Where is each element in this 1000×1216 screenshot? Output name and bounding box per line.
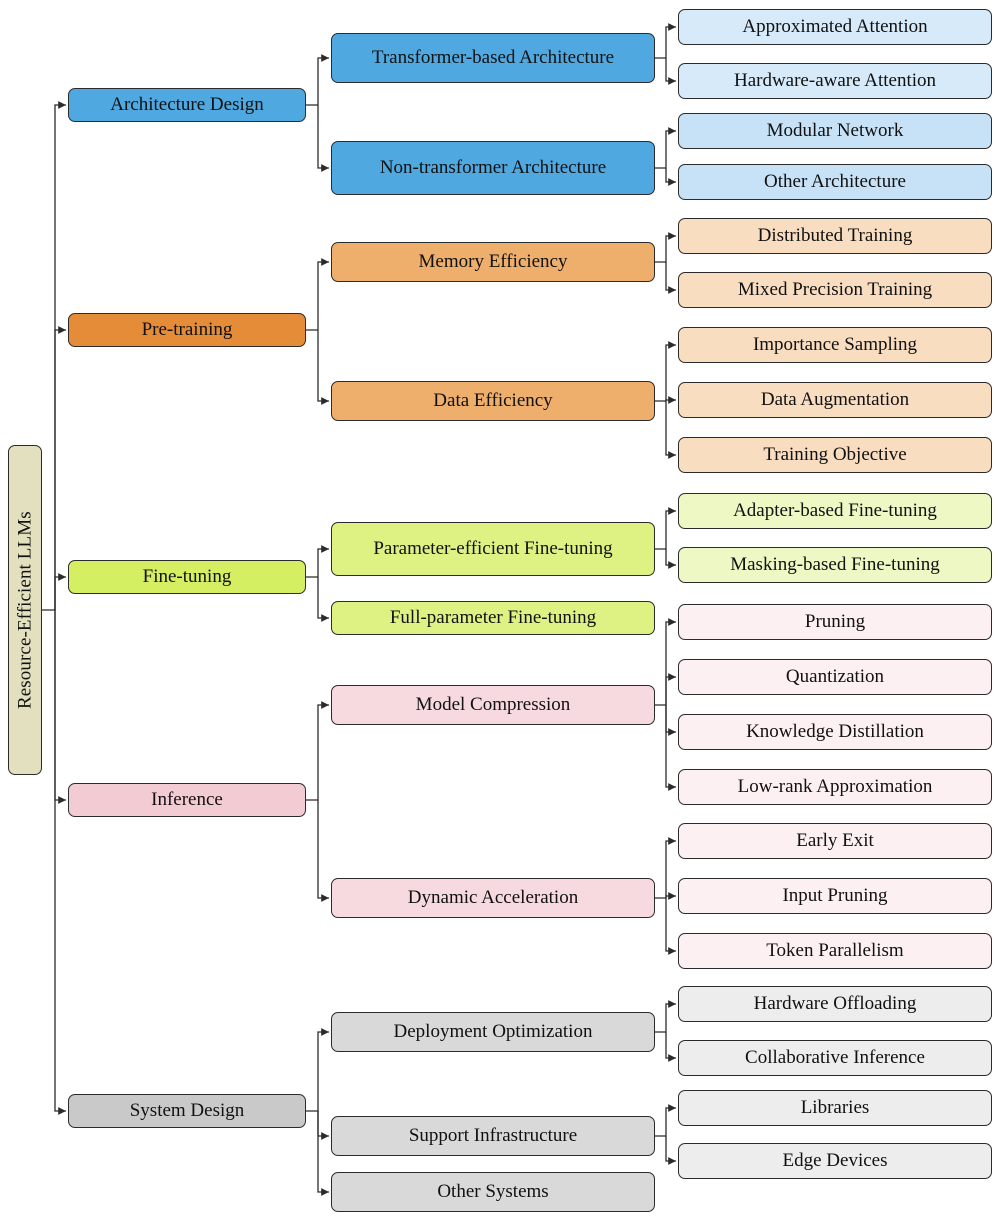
leaf-node-knowledge-distillation[interactable]: [678, 714, 992, 750]
leaf-label: Distributed Training: [757, 225, 913, 247]
category-label: Transformer-based Architecture: [371, 47, 615, 69]
leaf-label: Knowledge Distillation: [746, 721, 924, 743]
category-node-parameter-efficient-fine-tuning[interactable]: [331, 522, 655, 576]
leaf-node-quantization[interactable]: [678, 659, 992, 695]
leaf-label: Early Exit: [796, 830, 874, 852]
branch-label: Fine-tuning: [142, 566, 232, 588]
branch-label: Pre-training: [141, 319, 233, 341]
leaf-label: Token Parallelism: [766, 940, 904, 962]
leaf-node-adapter-based-fine-tuning[interactable]: [678, 493, 992, 529]
leaf-label: Low-rank Approximation: [737, 776, 933, 798]
leaf-label: Pruning: [804, 611, 866, 633]
leaf-node-low-rank-approximation[interactable]: [678, 769, 992, 805]
category-label: Non-transformer Architecture: [379, 157, 607, 179]
leaf-node-other-architecture[interactable]: [678, 164, 992, 200]
category-node-full-parameter-fine-tuning[interactable]: [331, 601, 655, 635]
category-label: Memory Efficiency: [418, 251, 568, 273]
leaf-node-edge-devices[interactable]: [678, 1143, 992, 1179]
category-node-other-systems[interactable]: [331, 1172, 655, 1212]
leaf-label: Libraries: [800, 1097, 870, 1119]
category-node-support-infrastructure[interactable]: [331, 1116, 655, 1156]
leaf-label: Adapter-based Fine-tuning: [733, 500, 937, 522]
leaf-node-libraries[interactable]: [678, 1090, 992, 1126]
category-node-deployment-optimization[interactable]: [331, 1012, 655, 1052]
leaf-node-importance-sampling[interactable]: [678, 327, 992, 363]
branch-node-inference[interactable]: [68, 783, 306, 817]
leaf-node-mixed-precision-training[interactable]: [678, 272, 992, 308]
leaf-node-input-pruning[interactable]: [678, 878, 992, 914]
leaf-node-data-augmentation[interactable]: [678, 382, 992, 418]
leaf-label: Input Pruning: [782, 885, 888, 907]
branch-node-fine-tuning[interactable]: [68, 560, 306, 594]
leaf-label: Approximated Attention: [742, 16, 928, 38]
leaf-label: Importance Sampling: [752, 334, 918, 356]
leaf-node-token-parallelism[interactable]: [678, 933, 992, 969]
leaf-label: Edge Devices: [782, 1150, 888, 1172]
category-label: Data Efficiency: [433, 390, 553, 412]
leaf-label: Other Architecture: [764, 171, 906, 193]
leaf-node-early-exit[interactable]: [678, 823, 992, 859]
category-node-model-compression[interactable]: [331, 685, 655, 725]
leaf-label: Hardware-aware Attention: [733, 70, 937, 92]
branch-label: Architecture Design: [110, 94, 264, 116]
leaf-node-distributed-training[interactable]: [678, 218, 992, 254]
leaf-node-hardware-aware-attention[interactable]: [678, 63, 992, 99]
category-label: Parameter-efficient Fine-tuning: [373, 538, 613, 560]
root-node[interactable]: [8, 445, 42, 775]
category-label: Deployment Optimization: [393, 1021, 593, 1043]
leaf-node-hardware-offloading[interactable]: [678, 986, 992, 1022]
leaf-label: Collaborative Inference: [745, 1047, 925, 1069]
root-node-label: Resource-Efficient LLMs: [14, 511, 36, 709]
category-node-dynamic-acceleration[interactable]: [331, 878, 655, 918]
leaf-node-approximated-attention[interactable]: [678, 9, 992, 45]
category-node-non-transformer-architecture[interactable]: [331, 141, 655, 195]
category-label: Dynamic Acceleration: [407, 887, 579, 909]
branch-node-pre-training[interactable]: [68, 313, 306, 347]
leaf-label: Modular Network: [766, 120, 904, 142]
leaf-node-training-objective[interactable]: [678, 437, 992, 473]
leaf-node-masking-based-fine-tuning[interactable]: [678, 547, 992, 583]
category-label: Support Infrastructure: [408, 1125, 578, 1147]
category-label: Model Compression: [415, 694, 571, 716]
leaf-node-collaborative-inference[interactable]: [678, 1040, 992, 1076]
leaf-label: Hardware Offloading: [753, 993, 917, 1015]
branch-label: Inference: [151, 789, 223, 811]
leaf-label: Training Objective: [763, 444, 907, 466]
branch-node-system-design[interactable]: [68, 1094, 306, 1128]
category-label: Other Systems: [437, 1181, 549, 1203]
branch-label: System Design: [129, 1100, 245, 1122]
leaf-label: Quantization: [785, 666, 885, 688]
leaf-label: Masking-based Fine-tuning: [730, 554, 940, 576]
category-node-memory-efficiency[interactable]: [331, 242, 655, 282]
category-node-data-efficiency[interactable]: [331, 381, 655, 421]
category-label: Full-parameter Fine-tuning: [389, 607, 597, 629]
leaf-label: Mixed Precision Training: [737, 279, 933, 301]
branch-node-architecture-design[interactable]: [68, 88, 306, 122]
category-node-transformer-based-architecture[interactable]: [331, 33, 655, 83]
leaf-node-modular-network[interactable]: [678, 113, 992, 149]
leaf-label: Data Augmentation: [760, 389, 910, 411]
leaf-node-pruning[interactable]: [678, 604, 992, 640]
